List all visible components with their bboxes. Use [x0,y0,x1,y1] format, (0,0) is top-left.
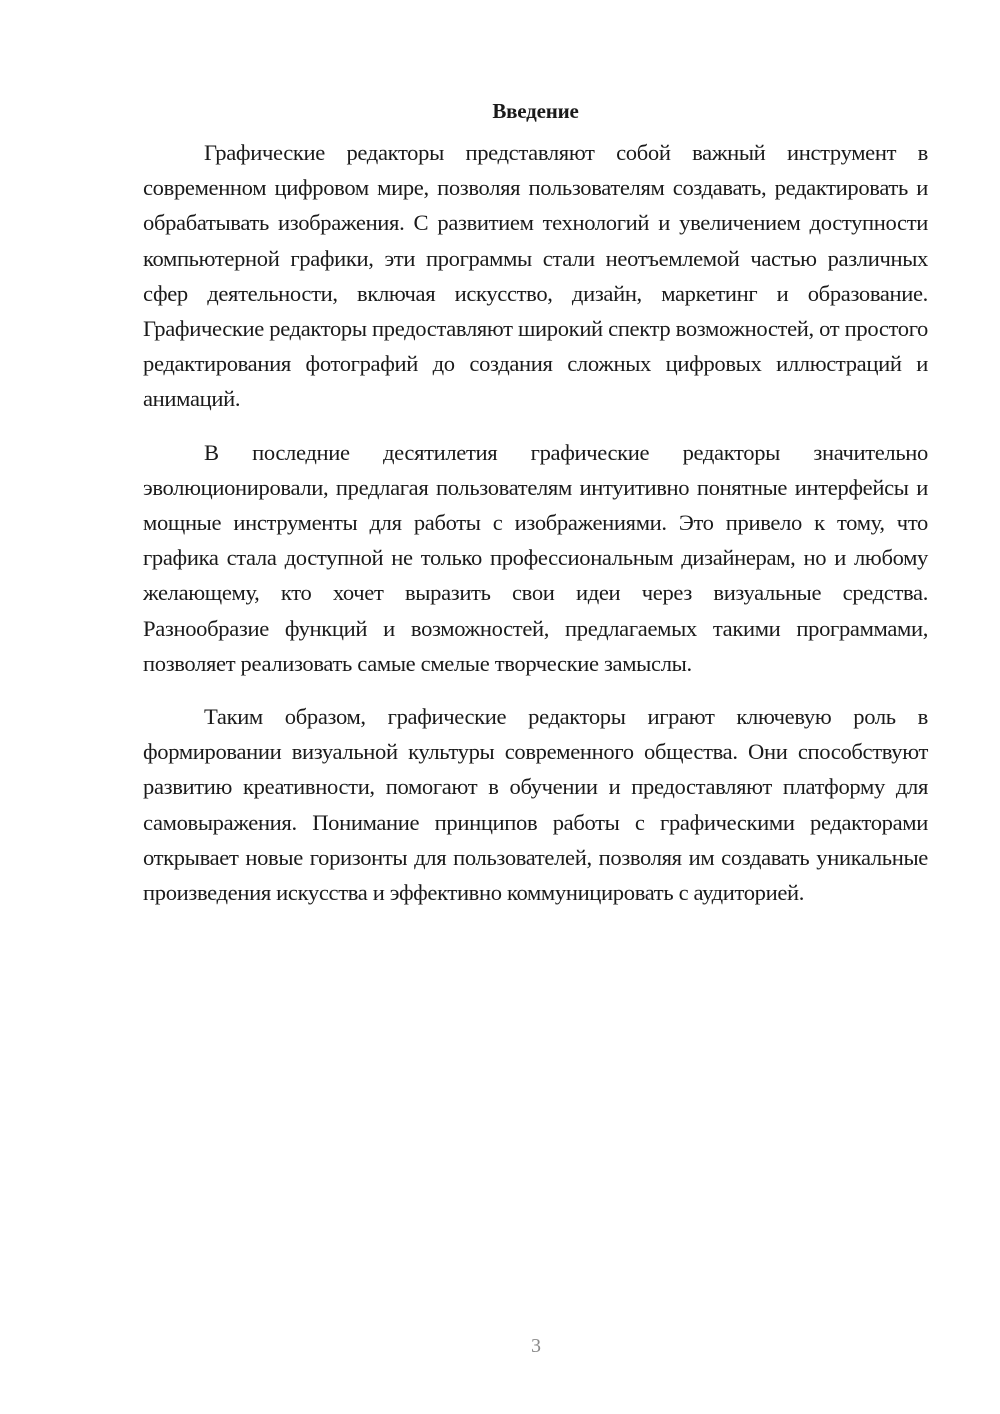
paragraph-3: Таким образом, графические редакторы играют ключевую роль в формировании визуальной культуры современного общества. Они способствуют развитию креативности, помогают в обучении и предоставляют платформу для самовыражения. Понимание принципов работы с графическими редакторами открывает новые горизонты для пользователей, позволяя им создавать уникальные произведения искусства и эффективно коммуницировать с аудиторией. [143,704,928,906]
paragraph-2: В последние десятилетия графические редакторы значительно эволюционировали, предлагая пользователям интуитивно понятные интерфейсы и мощные инструменты для работы с изображениями. Это привело к тому, что графика стала доступной не только профессиональным дизайнерам, но и любому желающему, кто хочет выразить свои идеи через визуальные средства. Разнообразие функций и возможностей, предлагаемых такими программами, позволяет реализовать самые смелые творческие замыслы. [143,439,928,676]
section-title: Введение [492,99,579,123]
page-content [143,96,928,928]
paragraph-1: Графические редакторы представляют собой важный инструмент в современном цифровом мире, позволяя пользователям создавать, редактировать и обрабатывать изображения. С развитием технологий и увеличением доступности компьютерной графики, эти программы стали неотъемлемой частью различных сфер деятельности, включая искусство, дизайн, маркетинг и образование. Графические редакторы предоставляют широкий спектр возможностей, от простого редактирования фотографий до создания сложных цифровых иллюстраций и анимаций. [143,140,928,412]
page-number: 3 [531,1335,541,1357]
